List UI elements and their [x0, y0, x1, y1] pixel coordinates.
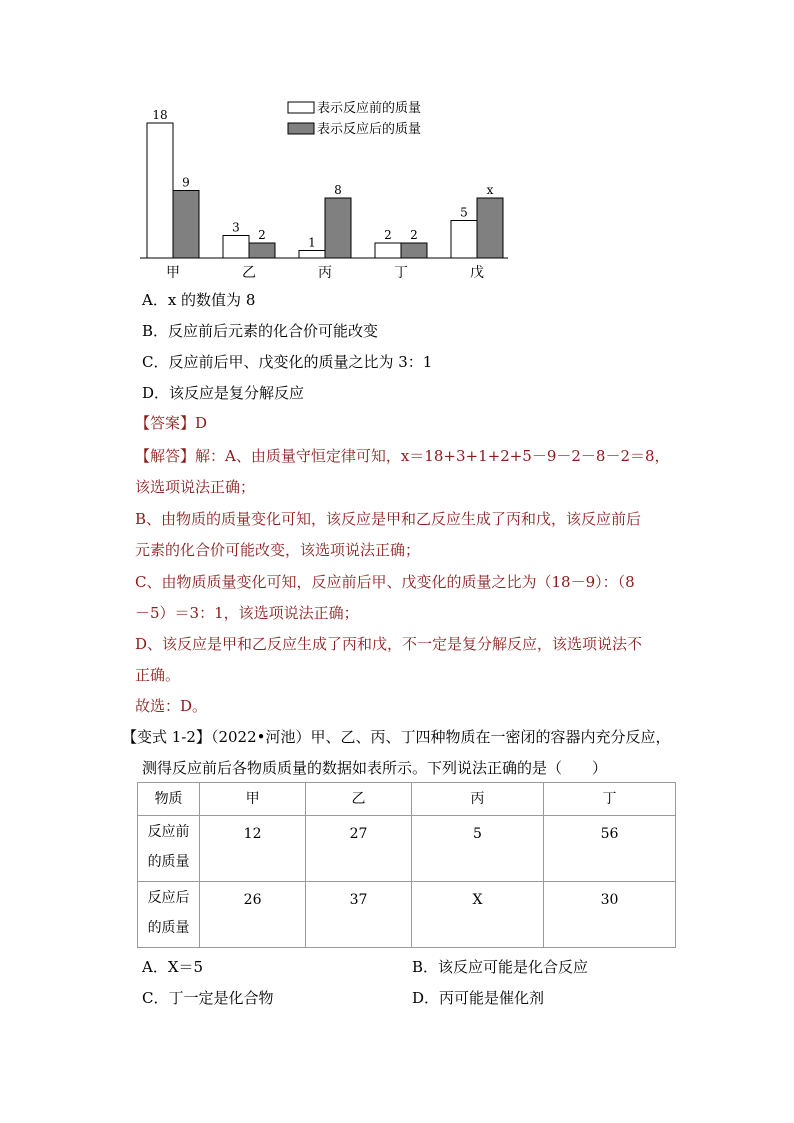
solution-line-5: C、由物质质量变化可知，反应前后甲、戊变化的质量之比为（18－9）：（8 [135, 573, 635, 591]
legend [288, 100, 421, 137]
x-tick-labels [166, 265, 484, 281]
data-label: 1 [308, 235, 316, 250]
solution-line-3: B、由物质的质量变化可知，该反应是甲和乙反应生成了丙和戊，该反应前后 [135, 510, 642, 528]
data-label: 2 [384, 228, 392, 242]
bar-after [401, 243, 427, 258]
table-cell: 27 [306, 816, 412, 882]
option-b: B．反应前后元素的化合价可能改变 [142, 322, 379, 340]
solution-line-6: －5）＝3：1，该选项说法正确； [135, 604, 359, 622]
bar-before [299, 251, 325, 259]
table-cell: 37 [306, 882, 412, 948]
x-tick-label: 乙 [242, 265, 256, 281]
data-label: 3 [232, 220, 240, 235]
data-label: 2 [410, 228, 418, 242]
data-label: 8 [334, 183, 342, 197]
row-label-line2: 的质量 [147, 920, 190, 936]
x-tick-label: 丙 [318, 265, 332, 281]
option-c: C．反应前后甲、戊变化的质量之比为 3：1 [142, 353, 433, 371]
solution-label: 【解答】 [135, 447, 196, 465]
data-label: 18 [152, 108, 168, 122]
option2-b: B．该反应可能是化合反应 [412, 958, 589, 976]
data-label: 9 [182, 175, 190, 190]
legend-swatch-after [288, 123, 314, 134]
x-tick-label: 戊 [470, 265, 484, 281]
option2-a: A．X＝5 [142, 958, 204, 976]
bar-before [223, 236, 249, 259]
option2-c: C．丁一定是化合物 [142, 989, 274, 1007]
table-header-cell: 物质 [138, 783, 200, 816]
table-row [138, 816, 676, 882]
solution-text-1: 解：A、由质量守恒定律可知，x＝18+3+1+2+5－9－2－8－2＝8， [195, 447, 670, 465]
question2-line1 [122, 727, 670, 747]
table-header-cell: 丁 [543, 783, 675, 816]
table-cell: 56 [543, 816, 675, 882]
solution-line-9: 故选：D。 [135, 697, 208, 715]
solution-line-1 [135, 446, 670, 466]
option-d: D．该反应是复分解反应 [142, 384, 305, 402]
bar-before [375, 243, 401, 258]
bar-before [451, 221, 477, 259]
bar-chart [130, 92, 520, 292]
option2-d: D．丙可能是催化剂 [412, 989, 545, 1007]
solution-line-7: D、该反应是甲和乙反应生成了丙和戊，不一定是复分解反应，该选项说法不 [135, 635, 643, 653]
table-cell: 26 [200, 882, 306, 948]
table-cell: X [411, 882, 543, 948]
row-label-line1: 反应前 [147, 824, 190, 840]
row-label-line1: 反应后 [147, 890, 190, 906]
data-label: 2 [258, 228, 266, 242]
data-table [137, 782, 676, 948]
table-row [138, 882, 676, 948]
legend-label-before: 表示反应前的质量 [317, 101, 422, 116]
table-cell: 30 [543, 882, 675, 948]
solution-line-4: 元素的化合价可能改变，该选项说法正确； [135, 541, 421, 559]
x-tick-label: 甲 [166, 265, 180, 281]
table-header-cell: 丙 [411, 783, 543, 816]
table-row-label [138, 816, 200, 882]
legend-label-after: 表示反应后的质量 [317, 122, 422, 137]
row-label-line2: 的质量 [147, 854, 190, 870]
x-tick-label: 丁 [394, 265, 408, 281]
answer-line [135, 413, 207, 433]
table-header-cell: 乙 [306, 783, 412, 816]
legend-swatch-before [288, 102, 314, 113]
data-label: 5 [460, 205, 468, 220]
table-header-row [138, 783, 676, 816]
solution-line-8: 正确。 [135, 666, 181, 684]
table-cell: 12 [200, 816, 306, 882]
bar-after [477, 198, 503, 258]
table-cell: 5 [411, 816, 543, 882]
bar-after [249, 243, 275, 258]
bar-after [325, 198, 351, 258]
question2-line2: 测得反应前后各物质质量的数据如表所示。下列说法正确的是（ ） [142, 759, 608, 777]
table-header-cell: 甲 [200, 783, 306, 816]
question2-text-1: （2022•河池）甲、乙、丙、丁四种物质在一密闭的容器内充分反应， [210, 728, 671, 746]
answer-label: 【答案】 [135, 414, 196, 432]
data-label: x [486, 183, 494, 197]
table-row-label [138, 882, 200, 948]
answer-value: D [195, 414, 208, 432]
solution-line-2: 该选项说法正确； [135, 478, 256, 496]
question2-tag: 【变式 1-2】 [122, 728, 211, 746]
option-a: A．x 的数值为 8 [142, 291, 256, 309]
bar-before [147, 123, 173, 258]
bar-after [173, 191, 199, 259]
